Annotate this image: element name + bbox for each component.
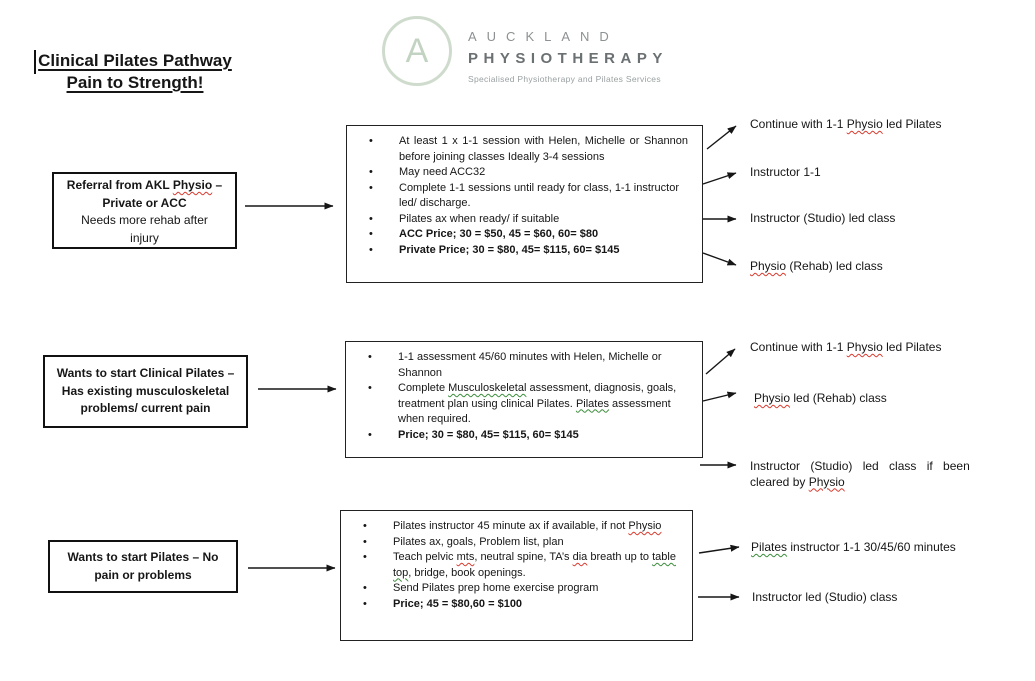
- source-box-pilates: [48, 540, 238, 593]
- title-line-1: Clinical Pilates Pathway: [38, 51, 232, 70]
- logo-letter: A: [405, 32, 429, 70]
- text-segment: Complete: [398, 382, 449, 394]
- text-segment: Wants to start Pilates – No: [67, 550, 219, 564]
- bullet-item: [368, 428, 690, 444]
- bullet-item: [369, 227, 690, 243]
- text-segment: Pilates ax, goals, Problem list, plan: [393, 535, 564, 548]
- clinic-logo: [382, 16, 668, 86]
- text-segment: Private or ACC: [102, 195, 187, 210]
- bullet-item: [369, 243, 690, 259]
- text-segment: injury: [130, 230, 159, 245]
- outcome-label: [750, 459, 1033, 490]
- bullet-dot: •: [369, 166, 373, 178]
- text-segment: (Rehab) led class: [786, 259, 883, 273]
- outcome-label: [751, 540, 956, 556]
- text-segment: Physio: [846, 117, 883, 131]
- text-segment: Physio: [750, 259, 787, 273]
- bullet-text: [399, 181, 690, 212]
- bullet-item: [368, 381, 690, 428]
- text-segment: Needs more rehab after: [81, 213, 208, 227]
- text-segment: Teach pelvic: [393, 551, 457, 563]
- outcome-arrow-row2-1: [706, 349, 735, 374]
- text-segment: Physio: [172, 178, 213, 192]
- bullet-text: [399, 134, 690, 165]
- outcome-label: [750, 211, 895, 227]
- outcome-arrow-row1-1: [707, 126, 736, 149]
- text-segment: Price; 30 = $80, 45= $115, 60= $145: [398, 428, 579, 441]
- bullet-text: [399, 243, 690, 259]
- bullet-dot: •: [369, 181, 373, 194]
- text-segment: Private Price; 30 = $80, 45= $115, 60= $145: [399, 243, 620, 256]
- text-segment: 1-1 assessment 45/60 minutes with Helen, Michelle or Shannon: [398, 351, 662, 379]
- source-line: [54, 195, 235, 213]
- text-segment: instructor 1-1 30/45/60 minutes: [787, 540, 956, 554]
- text-segment: At least 1 x 1-1 session with Helen, Michelle or Shannon before joining classes Ideally 3-4 sessions: [399, 135, 688, 163]
- page-title: [36, 50, 234, 94]
- text-segment: led (Rehab) class: [790, 391, 887, 405]
- logo-name-line2: PHYSIOTHERAPY: [468, 50, 668, 67]
- text-segment: Pilates instructor 45 minute ax if available, if not: [393, 520, 629, 532]
- source-line: [54, 212, 235, 230]
- bullet-text: [393, 597, 680, 613]
- text-segment: assessment, diagnosis, goals, treatment plan using clinical Pilates.: [398, 382, 677, 410]
- text-segment: Pilates: [751, 540, 788, 554]
- outcome-arrow-row1-4: [703, 253, 736, 265]
- source-line: [45, 400, 246, 418]
- bullet-dot: •: [369, 212, 373, 225]
- bullet-text: [393, 535, 680, 551]
- text-segment: Continue with 1-1: [750, 117, 847, 131]
- text-segment: problems/ current pain: [80, 401, 211, 415]
- bullet-text: [399, 165, 690, 181]
- text-segment: , neutral spine, TA’s: [474, 551, 573, 563]
- source-line: [45, 365, 246, 383]
- bullet-item: [369, 212, 690, 228]
- text-segment: Complete 1-1 sessions until ready for class, 1-1 instructor led/ discharge.: [399, 181, 680, 209]
- text-segment: led Pilates: [882, 117, 942, 131]
- text-segment: Has existing musculoskeletal: [61, 383, 230, 398]
- source-line: [54, 177, 235, 195]
- detail-box-row2: [345, 341, 703, 458]
- logo-tagline: Specialised Physiotherapy and Pilates Services: [468, 74, 661, 84]
- bullet-dot: •: [363, 597, 367, 610]
- outcome-arrow-row1-2: [703, 173, 736, 184]
- outcome-label: [750, 340, 941, 356]
- outcome-label: [750, 165, 821, 181]
- detail-box-row1: [346, 125, 703, 283]
- bullet-text: [398, 428, 690, 444]
- text-segment: Instructor 1-1: [750, 165, 821, 179]
- bullet-dot: •: [368, 351, 372, 363]
- text-segment: Instructor led (Studio) class: [752, 590, 898, 604]
- outcome-arrow-row3-1: [699, 547, 739, 553]
- source-line: [50, 567, 236, 585]
- source-line: [54, 230, 235, 248]
- bullet-dot: •: [363, 551, 367, 563]
- outcome-arrow-row2-2: [703, 393, 736, 401]
- bullet-text: [393, 581, 680, 597]
- outcome-label: [750, 259, 883, 275]
- bullet-dot: •: [363, 535, 367, 548]
- bullet-item: [368, 350, 690, 381]
- bullet-item: [363, 535, 680, 551]
- bullet-dot: •: [363, 582, 367, 594]
- text-segment: Physio: [754, 391, 791, 405]
- bullet-text: [398, 350, 690, 381]
- text-segment: Physio: [808, 474, 845, 489]
- bullet-dot: •: [369, 135, 373, 147]
- text-segment: Continue with 1-1: [750, 340, 847, 354]
- text-segment: Instructor (Studio) led class if been: [750, 459, 970, 473]
- bullet-text: [393, 550, 680, 581]
- text-segment: dia: [572, 551, 588, 563]
- bullet-item: [363, 597, 680, 613]
- text-segment: Physio: [846, 340, 883, 354]
- text-segment: cleared by: [750, 474, 809, 489]
- logo-text: [468, 16, 668, 86]
- text-segment: –: [212, 178, 223, 192]
- outcome-label: [750, 117, 941, 133]
- text-segment: assessment when required.: [398, 397, 671, 425]
- text-segment: ACC Price; 30 = $50, 45 = $60, 60= $80: [399, 228, 599, 240]
- bullet-dot: •: [368, 428, 372, 441]
- bullet-item: [363, 550, 680, 581]
- bullet-text: [393, 519, 680, 535]
- bullet-item: [363, 519, 680, 535]
- bullet-text: [398, 381, 690, 428]
- bullet-list: [363, 519, 680, 612]
- outcome-label: [754, 391, 887, 407]
- bullet-item: [369, 181, 690, 212]
- bullet-list: [369, 134, 690, 258]
- bullet-text: [399, 212, 690, 228]
- text-segment: led Pilates: [882, 340, 942, 354]
- bullet-item: [369, 165, 690, 181]
- bullet-dot: •: [369, 243, 373, 256]
- bullet-item: [363, 581, 680, 597]
- bullet-text: [399, 227, 690, 243]
- text-segment: Wants to start Clinical Pilates –: [56, 366, 235, 380]
- bullet-list: [368, 350, 690, 443]
- text-segment: Physio: [628, 520, 662, 532]
- text-segment: Pilates ax when ready/ if suitable: [399, 212, 560, 225]
- detail-box-row3: [340, 510, 693, 641]
- title-line-2: Pain to Strength!: [66, 73, 204, 92]
- text-segment: Price; 45 = $80,60 = $100: [393, 597, 523, 610]
- text-segment: Pilates: [575, 397, 609, 410]
- text-segment: Send Pilates prep home exercise program: [393, 582, 599, 594]
- text-segment: Instructor (Studio) led class: [750, 211, 896, 225]
- text-segment: breath up to: [587, 551, 653, 563]
- outcome-label: [752, 590, 897, 606]
- text-segment: table top: [393, 551, 676, 579]
- source-box-referral: [52, 172, 237, 249]
- text-segment: mts: [456, 551, 475, 563]
- source-line: [45, 383, 246, 401]
- logo-circle-mark: [382, 16, 452, 86]
- text-segment: Referral from AKL: [66, 178, 173, 192]
- text-segment: pain or problems: [94, 567, 192, 582]
- logo-name-line1: AUCKLAND: [468, 29, 619, 44]
- source-line: [50, 549, 236, 567]
- bullet-dot: •: [368, 382, 372, 394]
- bullet-item: [369, 134, 690, 165]
- text-segment: , bridge, book openings.: [408, 566, 526, 579]
- text-segment: May need ACC32: [399, 166, 486, 178]
- bullet-dot: •: [363, 520, 367, 532]
- source-box-clinical-pilates: [43, 355, 248, 428]
- bullet-dot: •: [369, 228, 373, 240]
- text-segment: Musculoskeletal: [448, 382, 527, 394]
